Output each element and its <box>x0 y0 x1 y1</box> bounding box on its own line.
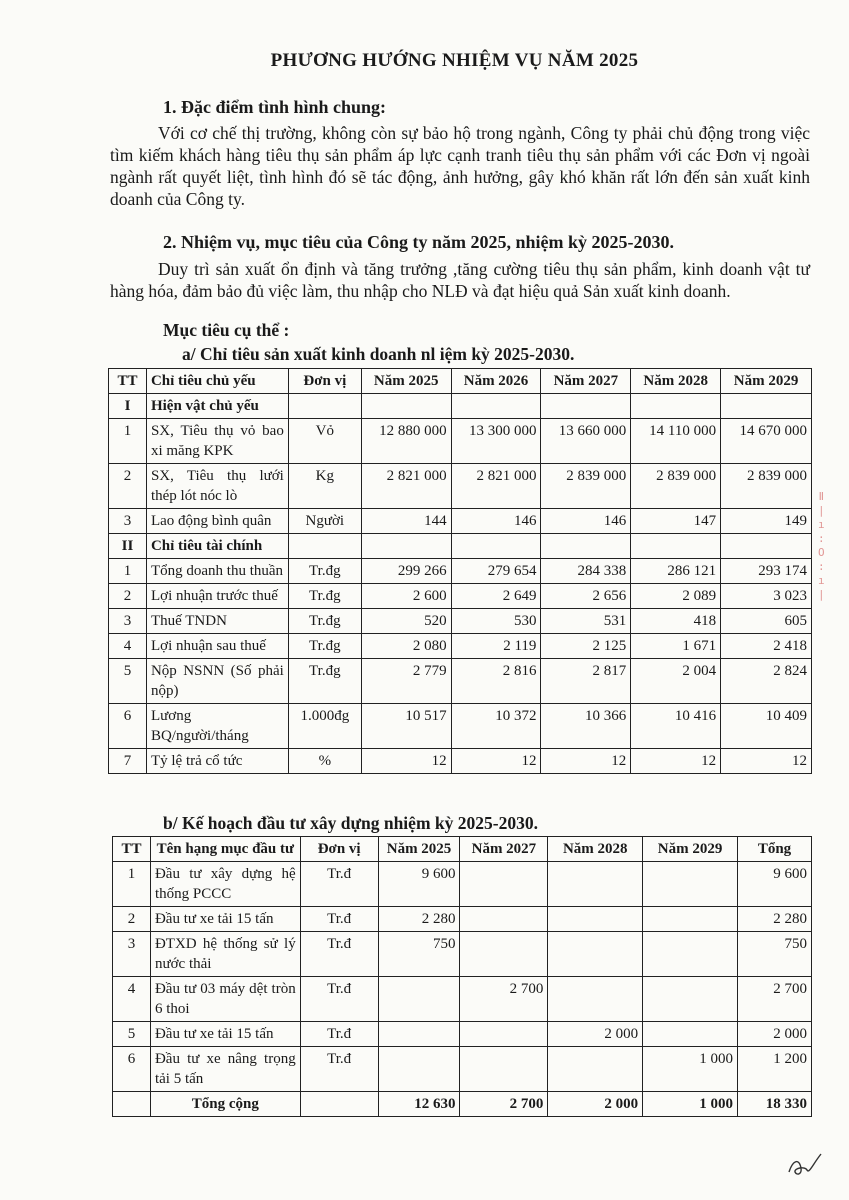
row-number: 4 <box>109 634 147 659</box>
row-value: 14 670 000 <box>721 419 812 464</box>
table-row <box>109 659 812 704</box>
row-value: 14 110 000 <box>631 419 721 464</box>
row-value <box>378 1047 460 1092</box>
section2-text: Duy trì sản xuất ổn định và tăng trưởng ,tăng cường tiêu thụ sản phẩm, kinh doanh vật tư hàng hóa, đảm bảo đủ việc làm, thu nhập cho NLĐ và đạt hiệu quả Sản xuất kinh doanh. <box>110 259 810 301</box>
row-unit: 1.000đg <box>288 704 361 749</box>
row-number: 3 <box>109 509 147 534</box>
row-number: 2 <box>109 464 147 509</box>
table-row <box>109 609 812 634</box>
header-year: Năm 2029 <box>643 837 738 862</box>
row-unit: Tr.đg <box>288 559 361 584</box>
row-value: 10 409 <box>721 704 812 749</box>
group-row <box>109 394 812 419</box>
header-item: Tên hạng mục đầu tư <box>150 837 300 862</box>
table-row <box>109 704 812 749</box>
row-value: 2 000 <box>738 1022 812 1047</box>
header-year: Năm 2028 <box>548 837 643 862</box>
header-unit: Đơn vị <box>300 837 378 862</box>
row-value: 2 656 <box>541 584 631 609</box>
section1-heading: 1. Đặc điểm tình hình chung: <box>163 97 387 117</box>
investment-rows <box>113 862 812 1092</box>
table-row <box>113 932 812 977</box>
row-name: Tổng doanh thu thuần <box>146 559 288 584</box>
row-number: 4 <box>113 977 151 1022</box>
row-value: 750 <box>738 932 812 977</box>
row-name: Lợi nhuận trước thuế <box>146 584 288 609</box>
row-value: 13 300 000 <box>451 419 541 464</box>
row-number: 1 <box>109 559 147 584</box>
section1-text: Với cơ chế thị trường, không còn sự bảo hộ trong ngành, Công ty phải chủ động trong việc tìm kiếm khách hàng tiêu thụ sản phẩm áp lực cạnh tranh tiêu thụ sản phẩm với các Đơn vị ngoài ngành rất quyết liệt, tình hình đó sẽ tác động, ảnh hưởng, gây khó khăn rất lớn đến sản xuất kinh doanh của Công ty. <box>110 123 810 209</box>
row-value: 2 816 <box>451 659 541 704</box>
row-value <box>378 1022 460 1047</box>
row-name: Đầu tư xe tải 15 tấn <box>150 1022 300 1047</box>
row-value <box>548 907 643 932</box>
row-name: Đầu tư xe tải 15 tấn <box>150 907 300 932</box>
group-row <box>109 534 812 559</box>
row-number: 3 <box>113 932 151 977</box>
group-number: II <box>109 534 147 559</box>
row-value: 12 880 000 <box>361 419 451 464</box>
row-value: 149 <box>721 509 812 534</box>
row-value: 418 <box>631 609 721 634</box>
section1-paragraph <box>110 122 810 210</box>
row-value <box>548 862 643 907</box>
row-value: 2 119 <box>451 634 541 659</box>
row-value: 530 <box>451 609 541 634</box>
row-value: 9 600 <box>738 862 812 907</box>
row-value: 2 080 <box>361 634 451 659</box>
row-value: 750 <box>378 932 460 977</box>
row-value: 9 600 <box>378 862 460 907</box>
row-value: 2 821 000 <box>361 464 451 509</box>
row-value: 2 000 <box>548 1022 643 1047</box>
row-value: 2 779 <box>361 659 451 704</box>
total-value: 18 330 <box>738 1092 812 1117</box>
row-value: 146 <box>541 509 631 534</box>
row-value: 12 <box>451 749 541 774</box>
document-title: PHƯƠNG HƯỚNG NHIỆM VỤ NĂM 2025 <box>270 50 639 71</box>
row-name: Lương BQ/người/tháng <box>146 704 288 749</box>
row-name: Đầu tư xe nâng trọng tải 5 tấn <box>150 1047 300 1092</box>
margin-stamp-mark: ǁ | ı : O : ı | <box>818 490 825 601</box>
row-value <box>643 932 738 977</box>
row-unit: Kg <box>288 464 361 509</box>
row-value: 12 <box>721 749 812 774</box>
row-value: 1 000 <box>643 1047 738 1092</box>
row-value: 2 821 000 <box>451 464 541 509</box>
total-value: 2 000 <box>548 1092 643 1117</box>
row-value: 2 700 <box>738 977 812 1022</box>
row-value: 2 700 <box>460 977 548 1022</box>
row-value: 13 660 000 <box>541 419 631 464</box>
header-year: Năm 2025 <box>378 837 460 862</box>
row-value: 12 <box>361 749 451 774</box>
row-value: 2 004 <box>631 659 721 704</box>
table-row <box>109 559 812 584</box>
row-value: 12 <box>541 749 631 774</box>
row-value <box>643 977 738 1022</box>
row-number: 6 <box>109 704 147 749</box>
table-b-heading: b/ Kế hoạch đầu tư xây dựng nhiệm kỳ 2025-2030. <box>163 813 538 833</box>
row-value <box>548 932 643 977</box>
header-year: Năm 2028 <box>631 369 721 394</box>
row-number: 6 <box>113 1047 151 1092</box>
group1-rows <box>109 419 812 534</box>
row-unit: % <box>288 749 361 774</box>
row-value: 10 372 <box>451 704 541 749</box>
table-row <box>113 1047 812 1092</box>
row-unit: Tr.đ <box>300 1022 378 1047</box>
row-unit: Tr.đ <box>300 932 378 977</box>
row-number: 5 <box>113 1022 151 1047</box>
row-name: Đầu tư xây dựng hệ thống PCCC <box>150 862 300 907</box>
table-investment-plan <box>112 836 812 1117</box>
row-value: 279 654 <box>451 559 541 584</box>
row-value: 520 <box>361 609 451 634</box>
row-number: 5 <box>109 659 147 704</box>
row-value <box>643 1022 738 1047</box>
row-value: 12 <box>631 749 721 774</box>
row-value: 147 <box>631 509 721 534</box>
group-label: Hiện vật chủ yếu <box>146 394 288 419</box>
row-value <box>460 932 548 977</box>
row-value: 2 839 000 <box>631 464 721 509</box>
row-unit: Tr.đ <box>300 862 378 907</box>
row-unit: Tr.đg <box>288 584 361 609</box>
row-value: 2 089 <box>631 584 721 609</box>
row-number: 3 <box>109 609 147 634</box>
header-tt: TT <box>109 369 147 394</box>
row-value <box>643 907 738 932</box>
initials-signature <box>785 1150 825 1180</box>
row-name: Nộp NSNN (Số phải nộp) <box>146 659 288 704</box>
row-name: SX, Tiêu thụ lưới thép lót nóc lò <box>146 464 288 509</box>
row-name: Tỷ lệ trả cổ tức <box>146 749 288 774</box>
row-name: ĐTXD hệ thống sử lý nước thải <box>150 932 300 977</box>
row-value: 2 280 <box>738 907 812 932</box>
section2-heading: 2. Nhiệm vụ, mục tiêu của Công ty năm 2025, nhiệm kỳ 2025-2030. <box>163 232 675 252</box>
table-row <box>109 419 812 464</box>
row-value: 2 649 <box>451 584 541 609</box>
row-value <box>460 862 548 907</box>
row-name: Thuế TNDN <box>146 609 288 634</box>
table-row <box>113 907 812 932</box>
row-unit: Tr.đg <box>288 609 361 634</box>
row-number: 2 <box>109 584 147 609</box>
row-value: 1 200 <box>738 1047 812 1092</box>
header-total: Tổng <box>738 837 812 862</box>
row-value: 286 121 <box>631 559 721 584</box>
row-unit: Tr.đg <box>288 634 361 659</box>
header-indicator: Chỉ tiêu chủ yếu <box>146 369 288 394</box>
section2-paragraph <box>110 258 810 302</box>
row-value: 1 671 <box>631 634 721 659</box>
header-year: Năm 2025 <box>361 369 451 394</box>
header-tt: TT <box>113 837 151 862</box>
table-row <box>109 584 812 609</box>
row-value: 2 839 000 <box>721 464 812 509</box>
row-name: Lao động bình quân <box>146 509 288 534</box>
table-row <box>113 977 812 1022</box>
row-unit: Tr.đ <box>300 1047 378 1092</box>
total-value: 12 630 <box>378 1092 460 1117</box>
row-value: 2 418 <box>721 634 812 659</box>
total-value: 2 700 <box>460 1092 548 1117</box>
row-number: 1 <box>113 862 151 907</box>
row-value: 284 338 <box>541 559 631 584</box>
header-year: Năm 2029 <box>721 369 812 394</box>
row-value <box>460 1022 548 1047</box>
header-year: Năm 2027 <box>541 369 631 394</box>
total-value: 1 000 <box>643 1092 738 1117</box>
row-value: 10 517 <box>361 704 451 749</box>
table-a-header-row <box>109 369 812 394</box>
group-label: Chỉ tiêu tài chính <box>146 534 288 559</box>
total-label: Tổng cộng <box>150 1092 300 1117</box>
row-value: 3 023 <box>721 584 812 609</box>
row-value: 10 416 <box>631 704 721 749</box>
row-name: SX, Tiêu thụ vỏ bao xi măng KPK <box>146 419 288 464</box>
row-value: 605 <box>721 609 812 634</box>
row-unit: Tr.đ <box>300 977 378 1022</box>
table-row <box>113 1022 812 1047</box>
header-year: Năm 2027 <box>460 837 548 862</box>
table-row <box>109 634 812 659</box>
table-a-heading: a/ Chỉ tiêu sản xuất kinh doanh nl iệm kỳ 2025-2030. <box>182 344 575 364</box>
row-number: 7 <box>109 749 147 774</box>
table-row <box>109 749 812 774</box>
row-value: 299 266 <box>361 559 451 584</box>
row-value: 10 366 <box>541 704 631 749</box>
row-value: 2 600 <box>361 584 451 609</box>
row-value: 2 824 <box>721 659 812 704</box>
row-unit: Tr.đ <box>300 907 378 932</box>
row-value: 146 <box>451 509 541 534</box>
row-value <box>643 862 738 907</box>
header-year: Năm 2026 <box>451 369 541 394</box>
row-value <box>460 907 548 932</box>
row-unit: Vỏ <box>288 419 361 464</box>
row-value: 293 174 <box>721 559 812 584</box>
row-value <box>548 1047 643 1092</box>
row-value <box>548 977 643 1022</box>
header-unit: Đơn vị <box>288 369 361 394</box>
table-b-header-row <box>113 837 812 862</box>
row-unit: Tr.đg <box>288 659 361 704</box>
table-row <box>109 464 812 509</box>
table-row <box>109 509 812 534</box>
row-name: Lợi nhuận sau thuế <box>146 634 288 659</box>
group-number: I <box>109 394 147 419</box>
table-business-targets <box>108 368 812 774</box>
group2-rows <box>109 559 812 774</box>
row-value <box>378 977 460 1022</box>
goals-heading: Mục tiêu cụ thể : <box>163 320 290 340</box>
row-value <box>460 1047 548 1092</box>
row-unit: Người <box>288 509 361 534</box>
table-row <box>113 862 812 907</box>
row-value: 2 280 <box>378 907 460 932</box>
row-number: 2 <box>113 907 151 932</box>
row-name: Đầu tư 03 máy dệt tròn 6 thoi <box>150 977 300 1022</box>
row-value: 144 <box>361 509 451 534</box>
row-value: 2 839 000 <box>541 464 631 509</box>
row-value: 2 817 <box>541 659 631 704</box>
row-value: 2 125 <box>541 634 631 659</box>
row-value: 531 <box>541 609 631 634</box>
row-number: 1 <box>109 419 147 464</box>
total-row <box>113 1092 812 1117</box>
